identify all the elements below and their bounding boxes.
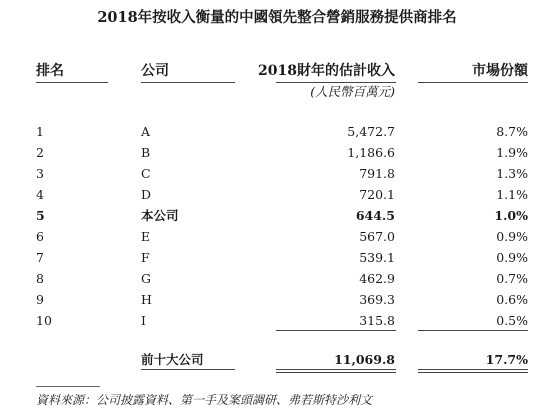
share-cell: 0.9% [496, 229, 528, 244]
table-row [0, 270, 554, 287]
subtotal-rule-share [418, 330, 528, 331]
table-row [0, 186, 554, 203]
rank-cell: 5 [36, 208, 45, 223]
total-underline-label [141, 369, 235, 370]
table-row [0, 123, 554, 140]
share-cell: 0.9% [496, 250, 528, 265]
header-share: 市場份額 [472, 63, 528, 79]
rank-cell: 7 [36, 250, 44, 265]
total-double-rule-revenue-2 [276, 372, 396, 373]
total-share: 17.7% [485, 352, 528, 367]
header-company: 公司 [141, 63, 169, 79]
source-note: 資料來源：公司披露資料、第一手及案頭調研、弗若斯特沙利文 [36, 393, 373, 407]
header-revenue: 2018財年的估計收入 [258, 63, 395, 79]
revenue-unit: (人民幣百萬元) [310, 84, 395, 99]
rank-cell: 8 [36, 271, 44, 286]
footnote-separator [36, 386, 100, 387]
company-cell: G [141, 271, 151, 286]
header-rule-rank [36, 82, 108, 83]
company-cell: E [141, 229, 151, 244]
total-double-rule-share-1 [418, 369, 528, 370]
company-cell: D [141, 187, 152, 202]
share-cell: 0.6% [496, 292, 528, 307]
table-row [0, 312, 554, 329]
header-rule-company [141, 82, 235, 83]
share-cell: 0.5% [496, 313, 528, 328]
revenue-cell: 539.1 [359, 250, 395, 265]
table-row-highlighted [0, 207, 554, 224]
page-title: 2018年按收入衡量的中國領先整合營銷服務提供商排名 [97, 9, 457, 26]
company-cell: A [141, 124, 151, 139]
revenue-cell: 720.1 [359, 187, 395, 202]
subtotal-rule-revenue [276, 330, 396, 331]
table-row [0, 291, 554, 308]
company-cell: C [141, 166, 151, 181]
revenue-cell: 369.3 [359, 292, 395, 307]
share-cell: 0.7% [496, 271, 528, 286]
table-row [0, 228, 554, 245]
share-cell: 1.3% [496, 166, 528, 181]
company-cell: 本公司 [141, 208, 179, 223]
rank-cell: 1 [36, 124, 44, 139]
revenue-cell: 5,472.7 [347, 124, 395, 139]
total-revenue: 11,069.8 [334, 352, 395, 367]
total-row [0, 351, 554, 368]
table-row [0, 144, 554, 161]
revenue-cell: 1,186.6 [347, 145, 395, 160]
total-double-rule-revenue-1 [276, 369, 396, 370]
rank-cell: 3 [36, 166, 44, 181]
company-cell: I [141, 313, 146, 328]
company-cell: B [141, 145, 151, 160]
total-double-rule-share-2 [418, 372, 528, 373]
revenue-cell: 315.8 [359, 313, 395, 328]
rank-cell: 10 [36, 313, 52, 328]
header-rule-share [418, 82, 528, 83]
share-cell: 8.7% [496, 124, 528, 139]
table-row [0, 249, 554, 266]
header-rule-revenue [276, 82, 396, 83]
rank-cell: 4 [36, 187, 44, 202]
header-rank: 排名 [36, 63, 64, 79]
share-cell: 1.0% [494, 208, 528, 223]
total-label: 前十大公司 [141, 352, 204, 367]
rank-cell: 9 [36, 292, 44, 307]
share-cell: 1.1% [496, 187, 528, 202]
rank-cell: 6 [36, 229, 44, 244]
revenue-cell: 567.0 [359, 229, 395, 244]
company-cell: F [141, 250, 150, 265]
revenue-cell: 644.5 [355, 208, 395, 223]
revenue-cell: 462.9 [359, 271, 395, 286]
revenue-cell: 791.8 [359, 166, 395, 181]
rank-cell: 2 [36, 145, 44, 160]
company-cell: H [141, 292, 152, 307]
share-cell: 1.9% [496, 145, 528, 160]
table-row [0, 165, 554, 182]
